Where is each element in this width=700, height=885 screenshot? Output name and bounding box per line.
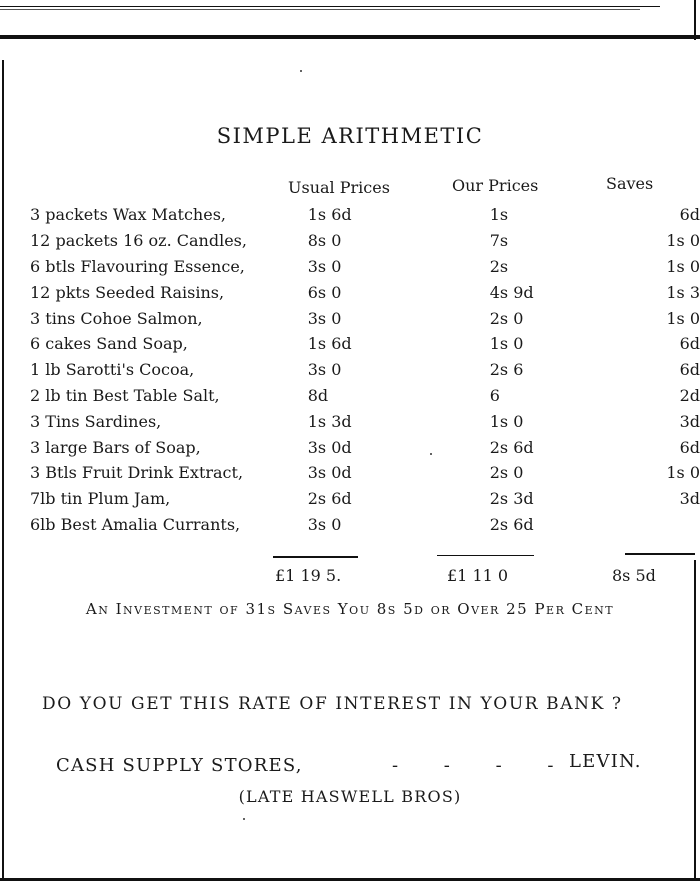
saves-amount: 6d [679,205,700,225]
store-town: LEVIN. [569,751,642,772]
item-name: 12 packets 16 oz. Candles, [30,231,247,251]
usual-total-underline [273,556,358,558]
investment-line: An Investment of 31s Saves You 8s 5d or Over 25 Per Cent [85,600,615,618]
table-row [30,434,700,460]
our-price: 6 [489,385,500,405]
item-name: 3 Btls Fruit Drink Extract, [30,463,244,483]
our-price: 2s [489,256,509,276]
usual-price: 8d [307,385,329,405]
table-row [30,512,700,538]
usual-price: 3s 0 [307,514,342,534]
usual-price: 3s 0d [307,463,352,483]
our-total-underline [437,555,534,556]
table-row [30,331,700,357]
table-row [30,486,700,512]
saves-amount: 6d [679,360,700,380]
interest-question: DO YOU GET THIS RATE OF INTEREST IN YOUR BANK ? [42,694,623,714]
table-row [30,305,700,331]
top-thin-rule [0,6,660,7]
usual-price: 1s 6d [307,334,352,354]
our-price: 2s 6d [489,514,534,534]
table-row [30,254,700,280]
our-price: 2s 0 [489,463,524,483]
saves-amount: 1s 0 [666,256,700,276]
usual-price: 3s 0d [307,437,352,457]
table-row [30,408,700,434]
header-usual-prices: Usual Prices [288,178,390,197]
usual-price: 3s 0 [307,360,342,380]
item-name: 3 large Bars of Soap, [30,437,201,457]
our-price: 4s 9d [489,282,534,302]
usual-price: 6s 0 [307,282,342,302]
item-name: 2 lb tin Best Table Salt, [30,385,220,405]
saves-amount: 1s 0 [666,308,700,328]
bottom-border-rule [0,878,700,881]
table-row [30,202,700,228]
table-row [30,228,700,254]
item-name: 3 Tins Sardines, [30,411,162,431]
table-row [30,383,700,409]
item-name: 12 pkts Seeded Raisins, [30,282,225,302]
usual-price: 2s 6d [307,489,352,509]
item-name: 6 cakes Sand Soap, [30,334,188,354]
item-name: 6 btls Flavouring Essence, [30,256,245,276]
item-name: 6lb Best Amalia Currants, [30,514,241,534]
header-our-prices: Our Prices [452,176,539,195]
print-speck [243,818,245,820]
item-name: 1 lb Sarotti's Cocoa, [30,360,195,380]
our-price: 2s 0 [489,308,524,328]
ad-title: SIMPLE ARITHMETIC [216,124,484,148]
right-border-rule-top [694,0,696,40]
price-table [30,202,700,537]
our-price: 1s [489,205,509,225]
print-speck [300,70,302,72]
table-row [30,279,700,305]
item-name: 3 tins Cohoe Salmon, [30,308,203,328]
left-border-rule [2,60,4,880]
usual-price: 3s 0 [307,308,342,328]
saves-amount: 2d [679,385,700,405]
top-thin-rule-2 [0,9,640,10]
saves-amount: 3d [679,489,700,509]
our-price: 1s 0 [489,334,524,354]
saves-amount: 3d [679,411,700,431]
total-usual: £1 19 5. [275,566,342,585]
total-saves: 8s 5d [612,566,656,585]
header-saves: Saves [606,174,654,193]
saves-amount: 6d [679,437,700,457]
usual-price: 1s 6d [307,205,352,225]
our-price: 2s 6 [489,360,524,380]
usual-price: 1s 3d [307,411,352,431]
total-our: £1 11 0 [447,566,509,585]
usual-price: 8s 0 [307,231,342,251]
saves-amount: 1s 0 [666,463,700,483]
late-haswell-note: (LATE HASWELL BROS) [238,787,462,806]
store-dashes: - - - - [392,755,554,776]
table-row [30,460,700,486]
store-name: CASH SUPPLY STORES, [56,755,303,776]
our-price: 7s [489,231,509,251]
saves-amount: 1s 0 [666,231,700,251]
saves-amount: 6d [679,334,700,354]
top-border-rule [0,35,700,39]
our-price: 1s 0 [489,411,524,431]
usual-price: 3s 0 [307,256,342,276]
item-name: 3 packets Wax Matches, [30,205,226,225]
saves-amount [642,512,700,538]
saves-amount: 1s 3 [666,282,700,302]
our-price: 2s 3d [489,489,534,509]
our-price: 2s 6d [489,437,534,457]
table-row [30,357,700,383]
saves-total-underline [625,553,695,555]
item-name: 7lb tin Plum Jam, [30,489,171,509]
